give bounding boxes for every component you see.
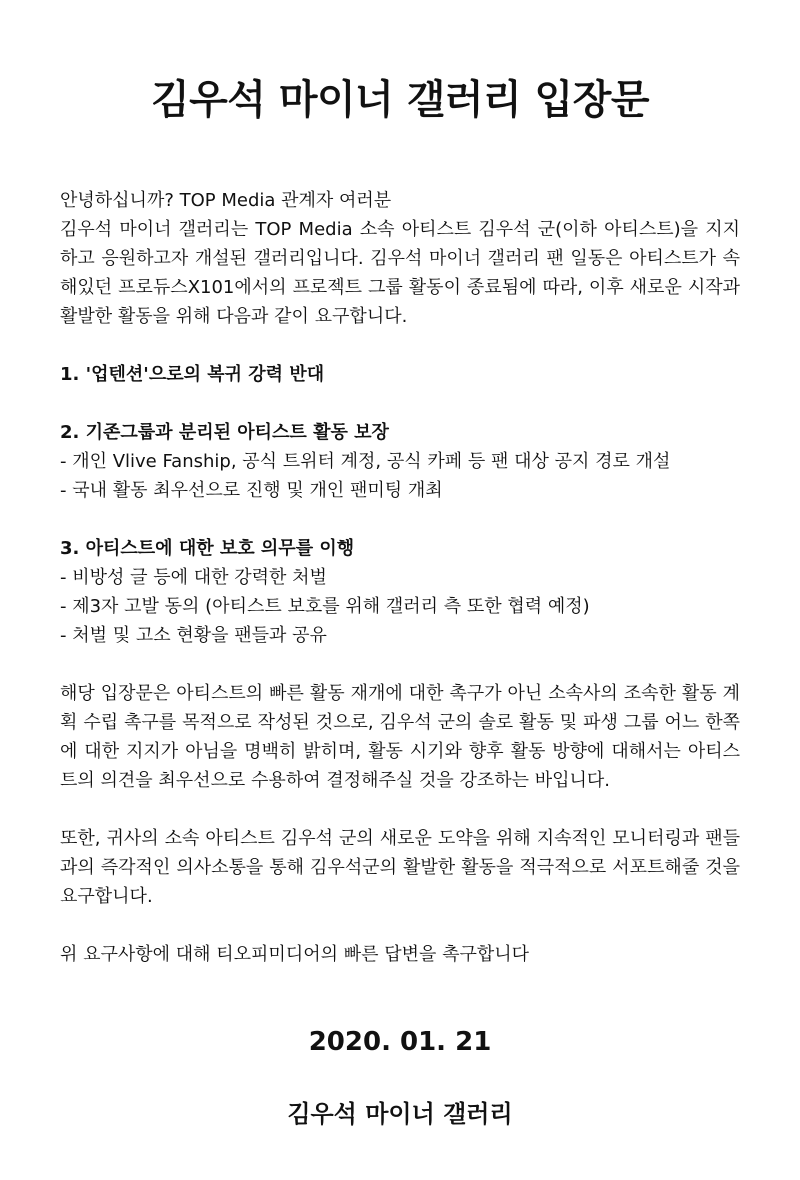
signature: 김우석 마이너 갤러리 [287, 1100, 513, 1128]
greeting: 안녕하십니까? TOP Media 관계자 여러분 [60, 190, 392, 211]
demand-bullet: - 개인 Vlive Fanship, 공식 트위터 계정, 공식 카페 등 팬 대상 공지 경로 개설 [60, 451, 671, 472]
demand-heading: 2. 기존그룹과 분리된 아티스트 활동 보장 [60, 422, 389, 443]
intro-paragraph: 김우석 마이너 갤러리는 TOP Media 소속 아티스트 김우석 군(이하 아티스트)을 지지하고 응원하고자 개설된 갤러리입니다. 김우석 마이너 갤러리 팬 일동은 아티스트가 속해있던 프로듀스X101에서의 프로젝트 그룹 활동이 종료됨에 따라, 이후 새로운 시작과 활발한 활동을 위해 다음과 같이 요구합니다. [60, 219, 740, 327]
demand-bullet: - 국내 활동 최우선으로 진행 및 개인 팬미팅 개최 [60, 480, 443, 501]
statement-date: 2020. 01. 21 [308, 1027, 492, 1057]
purpose-paragraph: 해당 입장문은 아티스트의 빠른 활동 재개에 대한 촉구가 아닌 소속사의 조속한 활동 계획 수립 촉구를 목적으로 작성된 것으로, 김우석 군의 솔로 활동 및 파생 그룹 어느 한쪽에 대한 지지가 아님을 명백히 밝히며, 활동 시기와 향후 활동 방향에 대해서는 아티스트의 의견을 최우선으로 수용하여 결정해주실 것을 강조하는 바입니다. [60, 683, 740, 791]
demand-heading: 1. '업텐션'으로의 복귀 강력 반대 [60, 364, 325, 385]
spacer [60, 389, 740, 418]
spacer [60, 911, 740, 940]
demand-heading: 3. 아티스트에 대한 보호 의무를 이행 [60, 538, 355, 559]
closing-line: 위 요구사항에 대해 티오피미디어의 빠른 답변을 촉구합니다 [60, 944, 530, 965]
demand-item-3 [60, 534, 740, 650]
spacer [60, 650, 740, 679]
spacer [60, 795, 740, 824]
page-title: 김우석 마이너 갤러리 입장문 [151, 77, 649, 123]
spacer [60, 505, 740, 534]
spacer [60, 331, 740, 360]
support-paragraph: 또한, 귀사의 소속 아티스트 김우석 군의 새로운 도약을 위해 지속적인 모니터링과 팬들과의 즉각적인 의사소통을 통해 김우석군의 활발한 활동을 적극적으로 서포트해줄 것을 요구합니다. [60, 828, 740, 907]
demand-item-2 [60, 418, 740, 505]
demand-item-1 [60, 360, 740, 389]
demand-bullet: - 처벌 및 고소 현황을 팬들과 공유 [60, 625, 327, 646]
statement-body [60, 186, 740, 969]
demand-bullet: - 제3자 고발 동의 (아티스트 보호를 위해 갤러리 측 또한 협력 예정) [60, 596, 590, 617]
demand-bullet: - 비방성 글 등에 대한 강력한 처벌 [60, 567, 327, 588]
